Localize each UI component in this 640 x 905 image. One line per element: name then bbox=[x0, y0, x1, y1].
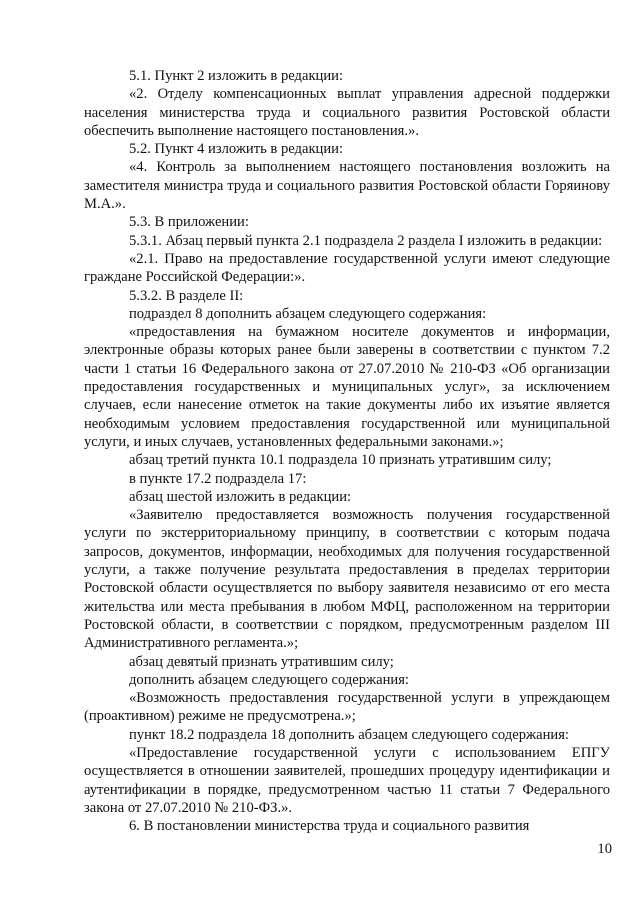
paragraph-add-abzac: дополнить абзацем следующего содержания: bbox=[129, 671, 409, 688]
paragraph-5-1-text: «2. Отделу компенсационных выплат управления адресной поддержки населения министерства труда и социального развития Ростовской области обеспечить выполнение настоящего постановления.». bbox=[84, 86, 610, 139]
paragraph-5-3-2: 5.3.2. В разделе II: bbox=[129, 287, 244, 304]
paragraph-point-18-2-text: «Предоставление государственной услуги с использованием ЕПГУ осуществляется в отношении заявителей, прошедших процедуру идентификации и аутентификации в порядке, предусмотренном частью 11 статьи 7 Федерального закона от 27.07.2010 № 210-ФЗ.». bbox=[84, 744, 610, 816]
paragraph-subsection-8: подраздел 8 дополнить абзацем следующего содержания: bbox=[129, 305, 487, 322]
paragraph-5-3: 5.3. В приложении: bbox=[129, 214, 249, 231]
paragraph-6: 6. В постановлении министерства труда и социального развития bbox=[129, 818, 530, 835]
paragraph-abzac-6-text: «Заявителю предоставляется возможность получения государственной услуги по экстерриториальному принципу, в соответствии с которым подача запросов, документов, информации, необходимых для получения государственной услуги, а также получение результата предоставления в пределах территории Ростовской области осуществляется по выбору заявителя независимо от его места жительства или места пребывания в любом МФЦ, расположенном на территории Ростовской области, в соответствии с порядком, предусмотренным разделом III Административного регламента.»; bbox=[84, 507, 610, 652]
paragraph-point-17-2: в пункте 17.2 подраздела 17: bbox=[129, 470, 307, 487]
paragraph-point-10-1: абзац третий пункта 10.1 подраздела 10 признать утратившим силу; bbox=[129, 452, 552, 469]
paragraph-5-1: 5.1. Пункт 2 изложить в редакции: bbox=[129, 68, 344, 84]
paragraph-5-2: 5.2. Пункт 4 изложить в редакции: bbox=[129, 141, 344, 158]
paragraph-5-2-text: «4. Контроль за выполнением настоящего постановления возложить на заместителя министра труда и социального развития Ростовской области Горяинову М.А.». bbox=[84, 159, 610, 213]
document-body bbox=[84, 67, 610, 835]
paragraph-abzac-9: абзац девятый признать утратившим силу; bbox=[129, 653, 394, 670]
paragraph-abzac-6: абзац шестой изложить в редакции: bbox=[129, 488, 352, 505]
page-number: 10 bbox=[597, 841, 612, 857]
paragraph-subsection-8-text: «предоставления на бумажном носителе документов и информации, электронные образы которых ранее были заверены в соответствии с пунктом 7.2 части 1 статьи 16 Федерального закона от 27.07.2010 № 210-ФЗ «Об организации предоставления государственных и муниципальных услуг», за исключением случаев, если нанесение отметок на такие документы либо их изъятие является необходимым условием предоставления государственной или муниципальной услуги, и иных случаев, установленных федеральными законами.»; bbox=[84, 324, 610, 450]
paragraph-5-3-1-text: «2.1. Право на предоставление государственной услуги имеют следующие граждане Российской Федерации:». bbox=[84, 250, 610, 286]
paragraph-point-18-2: пункт 18.2 подраздела 18 дополнить абзацем следующего содержания: bbox=[129, 726, 569, 743]
paragraph-add-abzac-text: «Возможность предоставления государственной услуги в упреждающем (проактивном) режиме не предусмотрена.»; bbox=[84, 690, 610, 725]
paragraph-5-3-1: 5.3.1. Абзац первый пункта 2.1 подраздела 2 раздела I изложить в редакции: bbox=[129, 232, 603, 249]
